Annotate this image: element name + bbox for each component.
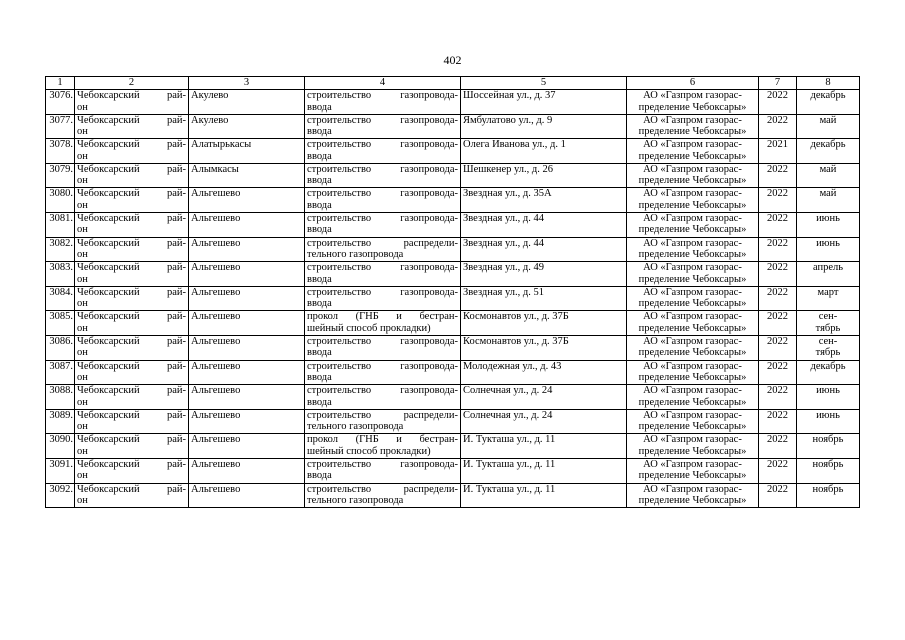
district-line: он [77, 445, 88, 457]
work-type-cell [305, 188, 461, 213]
settlement-cell: Альгешево [189, 458, 305, 483]
organization-line: пределение Чебоксары» [638, 322, 747, 334]
row-number-cell: 3089. [46, 409, 75, 434]
settlement-cell: Альгешево [189, 237, 305, 262]
work-type-line: строительство газопровода- [307, 90, 458, 101]
column-header: 3 [189, 77, 305, 90]
month-cell [797, 212, 860, 237]
row-number-cell: 3087. [46, 360, 75, 385]
organization-line: пределение Чебоксары» [638, 396, 747, 408]
work-type-line: строительство газопровода- [307, 188, 458, 200]
row-number-cell: 3079. [46, 163, 75, 188]
row-number-cell: 3092. [46, 483, 75, 508]
work-type-line: ввода [307, 101, 332, 113]
district-cell [75, 483, 189, 508]
table-row [46, 335, 860, 360]
month-line: ноябрь [812, 483, 844, 495]
work-type-line: ввода [307, 224, 332, 236]
table-row [46, 286, 860, 311]
organization-line: АО «Газпром газорас- [643, 90, 742, 101]
organization-line: пределение Чебоксары» [638, 421, 747, 433]
settlement-cell: Альгешево [189, 335, 305, 360]
organization-line: пределение Чебоксары» [638, 298, 747, 310]
work-type-line: строительство газопровода- [307, 458, 458, 470]
organization-cell [627, 90, 759, 115]
month-line: ноябрь [812, 434, 844, 446]
column-header: 2 [75, 77, 189, 90]
address-cell: Олега Иванова ул., д. 1 [461, 139, 627, 164]
work-type-line: ввода [307, 199, 332, 211]
organization-line: пределение Чебоксары» [638, 347, 747, 359]
district-cell [75, 335, 189, 360]
year-cell: 2022 [759, 385, 797, 410]
district-line: Чебоксарский рай- [77, 163, 186, 175]
district-cell [75, 262, 189, 287]
month-cell [797, 311, 860, 336]
district-cell [75, 139, 189, 164]
year-cell: 2022 [759, 483, 797, 508]
table-row [46, 114, 860, 139]
district-line: Чебоксарский рай- [77, 237, 186, 249]
column-header: 4 [305, 77, 461, 90]
address-cell: Солнечная ул., д. 24 [461, 409, 627, 434]
work-type-line: строительство газопровода- [307, 335, 458, 347]
work-type-line: тельного газопровода [307, 495, 404, 506]
district-line: он [77, 273, 88, 285]
organization-line: АО «Газпром газорас- [643, 434, 742, 446]
month-cell [797, 483, 860, 508]
work-type-line: строительство распредели- [307, 483, 458, 495]
district-line: Чебоксарский рай- [77, 409, 186, 421]
district-line: Чебоксарский рай- [77, 311, 186, 323]
district-line: Чебоксарский рай- [77, 360, 186, 372]
month-line: сен- [818, 311, 838, 323]
year-cell: 2022 [759, 114, 797, 139]
year-cell: 2022 [759, 434, 797, 459]
work-type-line: прокол (ГНБ и бестран- [307, 311, 458, 323]
organization-cell [627, 114, 759, 139]
table-row [46, 163, 860, 188]
row-number-cell: 3082. [46, 237, 75, 262]
settlement-cell: Альгешево [189, 188, 305, 213]
district-line: Чебоксарский рай- [77, 483, 186, 495]
work-type-cell [305, 409, 461, 434]
page-number: 402 [443, 53, 462, 67]
work-type-line: строительство газопровода- [307, 163, 458, 175]
year-cell: 2022 [759, 262, 797, 287]
organization-cell [627, 409, 759, 434]
month-cell [797, 114, 860, 139]
organization-line: АО «Газпром газорас- [643, 483, 742, 495]
district-line: Чебоксарский рай- [77, 114, 186, 126]
settlement-cell: Альгешево [189, 262, 305, 287]
address-cell: Звездная ул., д. 44 [461, 237, 627, 262]
organization-line: пределение Чебоксары» [638, 199, 747, 211]
row-number-cell: 3083. [46, 262, 75, 287]
month-line: июнь [816, 409, 840, 421]
organization-cell [627, 212, 759, 237]
organization-cell [627, 458, 759, 483]
district-line: он [77, 175, 88, 187]
district-cell [75, 286, 189, 311]
district-line: он [77, 224, 88, 236]
table-body [46, 90, 860, 508]
month-cell [797, 385, 860, 410]
organization-cell [627, 286, 759, 311]
year-cell: 2022 [759, 163, 797, 188]
work-type-line: ввода [307, 347, 332, 359]
district-line: он [77, 470, 88, 482]
settlement-cell: Акулево [189, 90, 305, 115]
work-type-cell [305, 163, 461, 188]
work-type-cell [305, 311, 461, 336]
year-cell: 2022 [759, 237, 797, 262]
district-cell [75, 163, 189, 188]
month-line: тябрь [815, 347, 841, 359]
district-line: он [77, 126, 88, 138]
table-row [46, 385, 860, 410]
organization-cell [627, 262, 759, 287]
organization-cell [627, 237, 759, 262]
organization-line: пределение Чебоксары» [638, 372, 747, 384]
organization-line: АО «Газпром газорас- [643, 458, 742, 470]
organization-cell [627, 335, 759, 360]
organization-line: пределение Чебоксары» [638, 175, 747, 187]
year-cell: 2022 [759, 90, 797, 115]
organization-cell [627, 483, 759, 508]
month-line: декабрь [810, 139, 846, 151]
work-type-cell [305, 139, 461, 164]
table-row [46, 458, 860, 483]
settlement-cell: Альгешево [189, 434, 305, 459]
work-type-line: ввода [307, 273, 332, 285]
address-cell: И. Тукташа ул., д. 11 [461, 458, 627, 483]
organization-line: АО «Газпром газорас- [643, 262, 742, 274]
work-type-cell [305, 212, 461, 237]
district-line: он [77, 298, 88, 310]
district-line: Чебоксарский рай- [77, 335, 186, 347]
work-type-cell [305, 237, 461, 262]
month-cell [797, 237, 860, 262]
month-line: декабрь [810, 90, 846, 101]
district-cell [75, 188, 189, 213]
month-line: декабрь [810, 360, 846, 372]
organization-line: пределение Чебоксары» [638, 101, 747, 113]
table-row [46, 483, 860, 508]
district-cell [75, 311, 189, 336]
organization-line: АО «Газпром газорас- [643, 212, 742, 224]
settlement-cell: Альгешево [189, 483, 305, 508]
address-cell: Звездная ул., д. 44 [461, 212, 627, 237]
work-type-cell [305, 385, 461, 410]
address-cell: Звездная ул., д. 35А [461, 188, 627, 213]
work-type-line: ввода [307, 396, 332, 408]
row-number-cell: 3084. [46, 286, 75, 311]
table-row [46, 212, 860, 237]
organization-line: АО «Газпром газорас- [643, 114, 742, 126]
column-header: 7 [759, 77, 797, 90]
work-type-line: ввода [307, 175, 332, 187]
work-type-cell [305, 360, 461, 385]
month-cell [797, 163, 860, 188]
district-line: он [77, 372, 88, 384]
district-cell [75, 458, 189, 483]
address-cell: Космонавтов ул., д. 37Б [461, 335, 627, 360]
address-cell: Космонавтов ул., д. 37Б [461, 311, 627, 336]
table-row [46, 262, 860, 287]
row-number-cell: 3085. [46, 311, 75, 336]
row-number-cell: 3088. [46, 385, 75, 410]
row-number-cell: 3080. [46, 188, 75, 213]
district-cell [75, 237, 189, 262]
district-line: он [77, 322, 88, 334]
organization-cell [627, 434, 759, 459]
organization-line: пределение Чебоксары» [638, 224, 747, 236]
settlement-cell: Алымкасы [189, 163, 305, 188]
address-cell: Солнечная ул., д. 24 [461, 385, 627, 410]
organization-line: пределение Чебоксары» [638, 150, 747, 162]
work-type-cell [305, 90, 461, 115]
month-cell [797, 360, 860, 385]
district-cell [75, 409, 189, 434]
month-line: ноябрь [812, 458, 844, 470]
organization-line: пределение Чебоксары» [638, 273, 747, 285]
organization-line: АО «Газпром газорас- [643, 335, 742, 347]
address-cell: Шешкенер ул., д. 26 [461, 163, 627, 188]
address-cell: И. Тукташа ул., д. 11 [461, 483, 627, 508]
address-cell: И. Тукташа ул., д. 11 [461, 434, 627, 459]
month-cell [797, 139, 860, 164]
district-line: Чебоксарский рай- [77, 90, 186, 101]
month-line: апрель [812, 262, 844, 274]
work-type-line: строительство газопровода- [307, 139, 458, 151]
district-cell [75, 434, 189, 459]
month-cell [797, 286, 860, 311]
work-type-line: ввода [307, 372, 332, 384]
row-number-cell: 3091. [46, 458, 75, 483]
month-line: июнь [816, 385, 840, 397]
organization-cell [627, 360, 759, 385]
organization-line: пределение Чебоксары» [638, 445, 747, 457]
settlement-cell: Альгешево [189, 360, 305, 385]
month-line: май [819, 163, 837, 175]
address-cell: Ямбулатово ул., д. 9 [461, 114, 627, 139]
month-cell [797, 335, 860, 360]
district-line: Чебоксарский рай- [77, 139, 186, 151]
settlement-cell: Алатырькасы [189, 139, 305, 164]
table-row [46, 90, 860, 115]
work-type-cell [305, 434, 461, 459]
work-type-line: шейный способ прокладки) [307, 322, 431, 334]
settlement-cell: Альгешево [189, 311, 305, 336]
work-type-line: строительство газопровода- [307, 385, 458, 397]
year-cell: 2021 [759, 139, 797, 164]
district-line: он [77, 150, 88, 162]
organization-line: АО «Газпром газорас- [643, 409, 742, 421]
month-cell [797, 434, 860, 459]
address-cell: Звездная ул., д. 49 [461, 262, 627, 287]
district-line: он [77, 421, 88, 433]
district-line: Чебоксарский рай- [77, 212, 186, 224]
work-type-line: строительство газопровода- [307, 262, 458, 274]
organization-line: АО «Газпром газорас- [643, 385, 742, 397]
work-type-line: строительство распредели- [307, 237, 458, 249]
table-row [46, 360, 860, 385]
year-cell: 2022 [759, 360, 797, 385]
district-line: Чебоксарский рай- [77, 262, 186, 274]
work-type-line: строительство газопровода- [307, 360, 458, 372]
column-header: 1 [46, 77, 75, 90]
district-line: Чебоксарский рай- [77, 458, 186, 470]
district-line: он [77, 199, 88, 211]
month-line: июнь [816, 237, 840, 249]
organization-cell [627, 311, 759, 336]
work-type-line: ввода [307, 298, 332, 310]
column-header: 8 [797, 77, 860, 90]
month-cell [797, 458, 860, 483]
district-line: он [77, 249, 88, 261]
month-line: март [817, 286, 839, 298]
work-type-line: шейный способ прокладки) [307, 445, 431, 457]
row-number-cell: 3086. [46, 335, 75, 360]
work-type-cell [305, 335, 461, 360]
month-cell [797, 409, 860, 434]
organization-cell [627, 385, 759, 410]
work-type-line: тельного газопровода [307, 421, 404, 433]
month-line: май [819, 114, 837, 126]
year-cell: 2022 [759, 409, 797, 434]
year-cell: 2022 [759, 458, 797, 483]
organization-line: АО «Газпром газорас- [643, 286, 742, 298]
work-type-line: строительство распредели- [307, 409, 458, 421]
year-cell: 2022 [759, 188, 797, 213]
month-cell [797, 262, 860, 287]
work-type-line: ввода [307, 470, 332, 482]
district-cell [75, 360, 189, 385]
row-number-cell: 3076. [46, 90, 75, 115]
table-row [46, 434, 860, 459]
month-line: июнь [816, 212, 840, 224]
address-cell: Звездная ул., д. 51 [461, 286, 627, 311]
year-cell: 2022 [759, 212, 797, 237]
district-cell [75, 90, 189, 115]
year-cell: 2022 [759, 311, 797, 336]
row-number-cell: 3077. [46, 114, 75, 139]
address-cell: Шоссейная ул., д. 37 [461, 90, 627, 115]
settlement-cell: Альгешево [189, 212, 305, 237]
organization-line: пределение Чебоксары» [638, 126, 747, 138]
work-type-cell [305, 286, 461, 311]
organization-line: АО «Газпром газорас- [643, 237, 742, 249]
month-line: май [819, 188, 837, 200]
settlement-cell: Акулево [189, 114, 305, 139]
row-number-cell: 3090. [46, 434, 75, 459]
district-cell [75, 114, 189, 139]
work-type-line: прокол (ГНБ и бестран- [307, 434, 458, 446]
organization-cell [627, 163, 759, 188]
settlement-cell: Альгешево [189, 385, 305, 410]
month-cell [797, 90, 860, 115]
work-type-cell [305, 114, 461, 139]
month-line: тябрь [815, 322, 841, 334]
column-header: 6 [627, 77, 759, 90]
row-number-cell: 3081. [46, 212, 75, 237]
address-cell: Молодежная ул., д. 43 [461, 360, 627, 385]
organization-line: пределение Чебоксары» [638, 470, 747, 482]
district-cell [75, 385, 189, 410]
district-line: он [77, 495, 88, 506]
organization-line: АО «Газпром газорас- [643, 188, 742, 200]
work-type-cell [305, 483, 461, 508]
work-type-line: строительство газопровода- [307, 212, 458, 224]
table-header [46, 77, 860, 90]
work-type-line: ввода [307, 126, 332, 138]
header-row [46, 77, 860, 90]
organization-line: АО «Газпром газорас- [643, 163, 742, 175]
column-header: 5 [461, 77, 627, 90]
work-type-line: ввода [307, 150, 332, 162]
work-type-cell [305, 458, 461, 483]
month-line: сен- [818, 335, 838, 347]
settlement-cell: Альгешево [189, 409, 305, 434]
work-type-cell [305, 262, 461, 287]
work-type-line: строительство газопровода- [307, 114, 458, 126]
district-line: Чебоксарский рай- [77, 434, 186, 446]
table-row [46, 409, 860, 434]
table-row [46, 237, 860, 262]
year-cell: 2022 [759, 286, 797, 311]
organization-cell [627, 188, 759, 213]
organization-line: АО «Газпром газорас- [643, 139, 742, 151]
table-row [46, 139, 860, 164]
month-cell [797, 188, 860, 213]
organization-line: АО «Газпром газорас- [643, 360, 742, 372]
district-line: Чебоксарский рай- [77, 385, 186, 397]
row-number-cell: 3078. [46, 139, 75, 164]
district-line: он [77, 101, 88, 113]
work-type-line: тельного газопровода [307, 249, 404, 261]
district-cell [75, 212, 189, 237]
work-type-line: строительство газопровода- [307, 286, 458, 298]
district-line: Чебоксарский рай- [77, 188, 186, 200]
district-line: он [77, 396, 88, 408]
table-row [46, 188, 860, 213]
organization-cell [627, 139, 759, 164]
organization-line: пределение Чебоксары» [638, 249, 747, 261]
year-cell: 2022 [759, 335, 797, 360]
organization-line: АО «Газпром газорас- [643, 311, 742, 323]
organization-line: пределение Чебоксары» [638, 495, 747, 506]
registry-table [45, 76, 860, 508]
settlement-cell: Альгешево [189, 286, 305, 311]
table-row [46, 311, 860, 336]
district-line: Чебоксарский рай- [77, 286, 186, 298]
district-line: он [77, 347, 88, 359]
